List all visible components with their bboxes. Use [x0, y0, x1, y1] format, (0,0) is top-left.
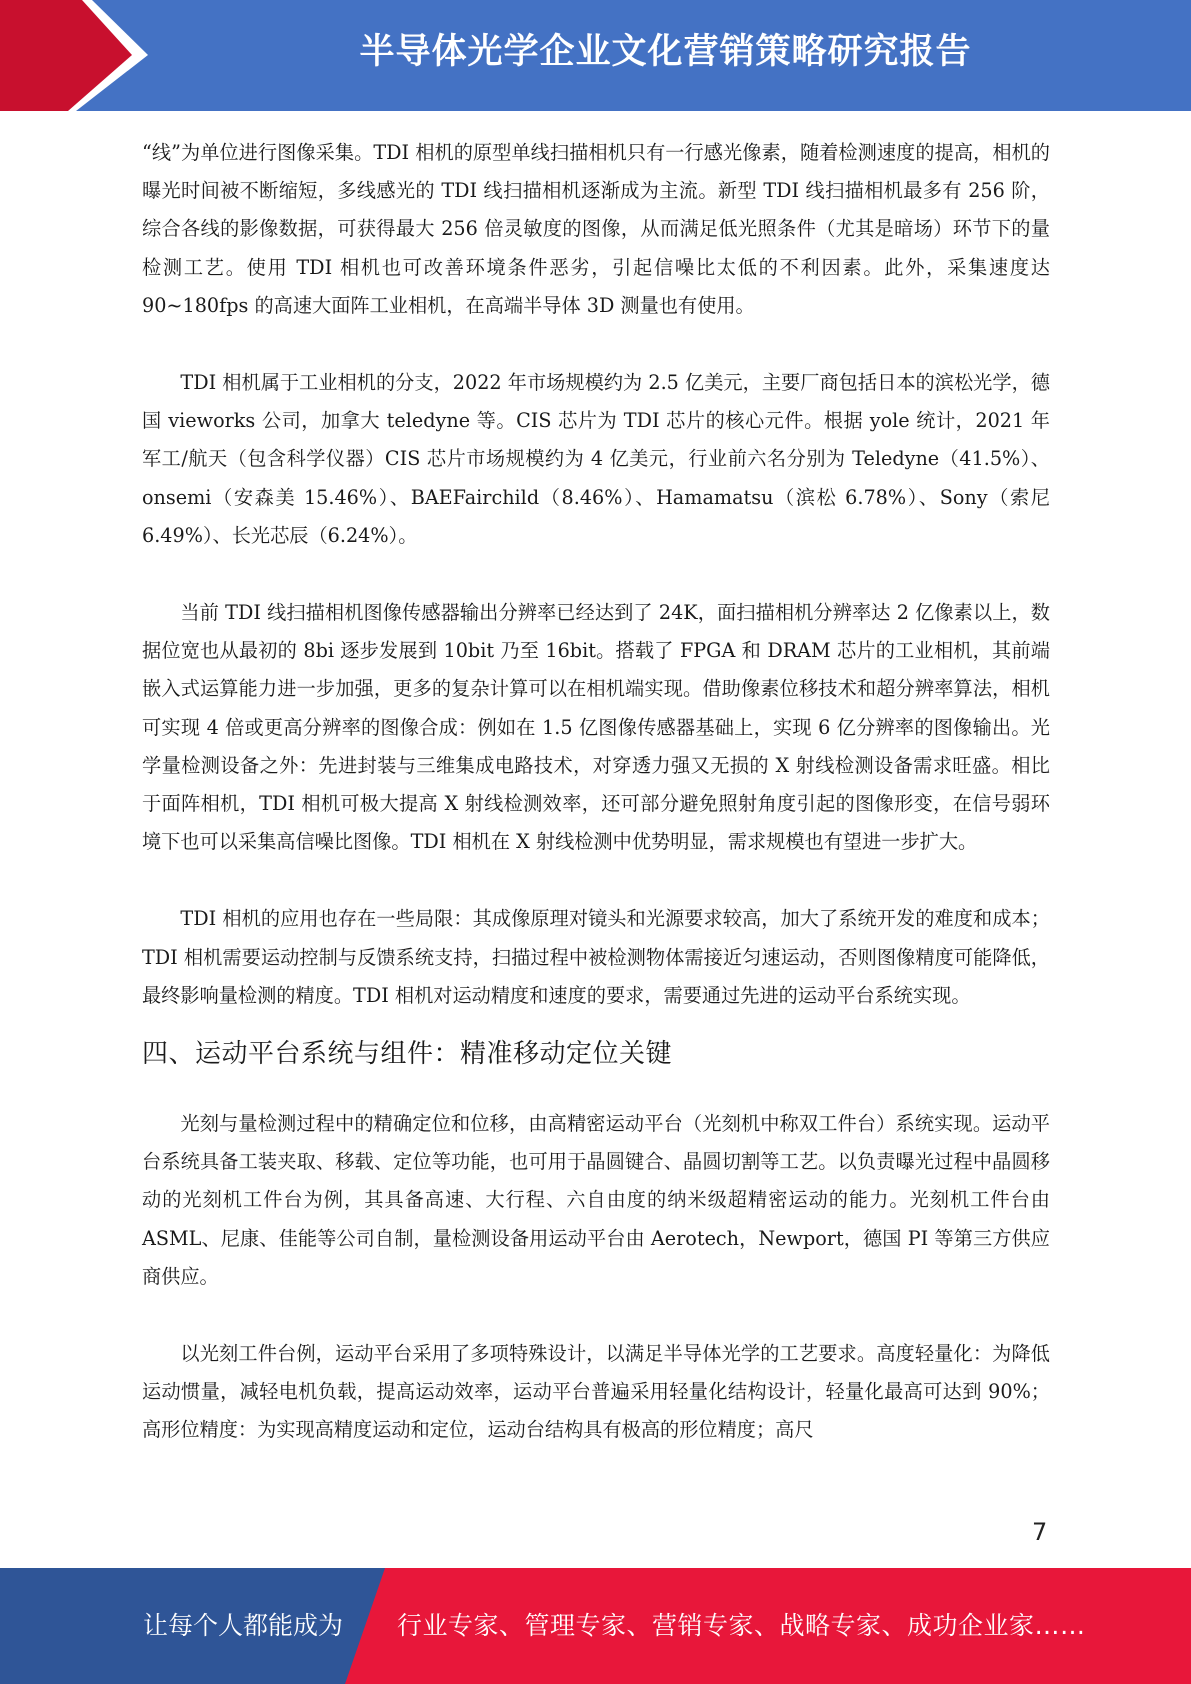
paragraph-6: 以光刻工件台例，运动平台采用了多项特殊设计，以满足半导体光学的工艺要求。高度轻量化：为降低运动惯量，减轻电机负载，提高运动效率，运动平台普遍采用轻量化结构设计，轻量化最高可达到 90%；高形位精度：为实现高精度运动和定位，运动台结构具有极高的形位精度；高尺 [142, 1342, 1050, 1442]
section-heading: 四、运动平台系统与组件：精准移动定位关键 [142, 1039, 673, 1070]
page-number: 7 [1032, 1518, 1048, 1546]
paragraph-2: TDI 相机属于工业相机的分支，2022 年市场规模约为 2.5 亿美元，主要厂商包括日本的滨松光学，德国 vieworks 公司，加拿大 teledyne 等。CIS 芯片为 TDI 芯片的核心元件。根据 yole 统计，2021 年军工/航天（包含科学仪器）CIS 芯片市场规模约为 4 亿美元，行业前六名分别为 Teledyne（41.5%）、onsemi（安森美 15.46%）、BAEFairchild（8.46%）、Hamamatsu（滨松 6.78%）、Sony（索尼 6.49%）、长光芯辰（6.24%）。 [142, 371, 1050, 547]
footer-slogan-left: 让每个人都能成为 [143, 1611, 344, 1640]
page-footer [0, 1568, 1191, 1684]
main-content [142, 134, 1050, 1450]
paragraph-4: TDI 相机的应用也存在一些局限：其成像原理对镜头和光源要求较高，加大了系统开发的难度和成本；TDI 相机需要运动控制与反馈系统支持，扫描过程中被检测物体需接近匀速运动，否则图像精度可能降低，最终影响量检测的精度。TDI 相机对运动精度和速度的要求，需要通过先进的运动平台系统实现。 [142, 907, 1050, 1007]
paragraph-1: “线”为单位进行图像采集。TDI 相机的原型单线扫描相机只有一行感光像素，随着检测速度的提高，相机的曝光时间被不断缩短，多线感光的 TDI 线扫描相机逐渐成为主流。新型 TDI 线扫描相机最多有 256 阶，综合各线的影像数据，可获得最大 256 倍灵敏度的图像，从而满足低光照条件（尤其是暗场）环节下的量检测工艺。使用 TDI 相机也可改善环境条件恶劣，引起信噪比太低的不利因素。此外，采集速度达 90~180fps 的高速大面阵工业相机，在高端半导体 3D 测量也有使用。 [142, 141, 1050, 317]
footer-slogan-right: 行业专家、管理专家、营销专家、战略专家、成功企业家…… [397, 1611, 1086, 1640]
paragraph-5: 光刻与量检测过程中的精确定位和位移，由高精密运动平台（光刻机中称双工件台）系统实现。运动平台系统具备工装夹取、移载、定位等功能，也可用于晶圆键合、晶圆切割等工艺。以负责曝光过程中晶圆移动的光刻机工件台为例，其具备高速、大行程、六自由度的纳米级超精密运动的能力。光刻机工件台由 ASML、尼康、佳能等公司自制，量检测设备用运动平台由 Aerotech，Newport，德国 PI 等第三方供应商供应。 [142, 1112, 1050, 1288]
paragraph-3: 当前 TDI 线扫描相机图像传感器输出分辨率已经达到了 24K，面扫描相机分辨率达 2 亿像素以上，数据位宽也从最初的 8bi 逐步发展到 10bit 乃至 16bit。搭载了 FPGA 和 DRAM 芯片的工业相机，其前端嵌入式运算能力进一步加强，更多的复杂计算可以在相机端实现。借助像素位移技术和超分辨率算法，相机可实现 4 倍或更高分辨率的图像合成：例如在 1.5 亿图像传感器基础上，实现 6 亿分辨率的图像输出。光学量检测设备之外：先进封装与三维集成电路技术，对穿透力强又无损的 X 射线检测设备需求旺盛。相比于面阵相机，TDI 相机可极大提高 X 射线检测效率，还可部分避免照射角度引起的图像形变，在信号弱环境下也可以采集高信噪比图像。TDI 相机在 X 射线检测中优势明显，需求规模也有望进一步扩大。 [142, 601, 1050, 854]
page-header [0, 0, 1191, 111]
report-title: 半导体光学企业文化营销策略研究报告 [359, 32, 972, 72]
